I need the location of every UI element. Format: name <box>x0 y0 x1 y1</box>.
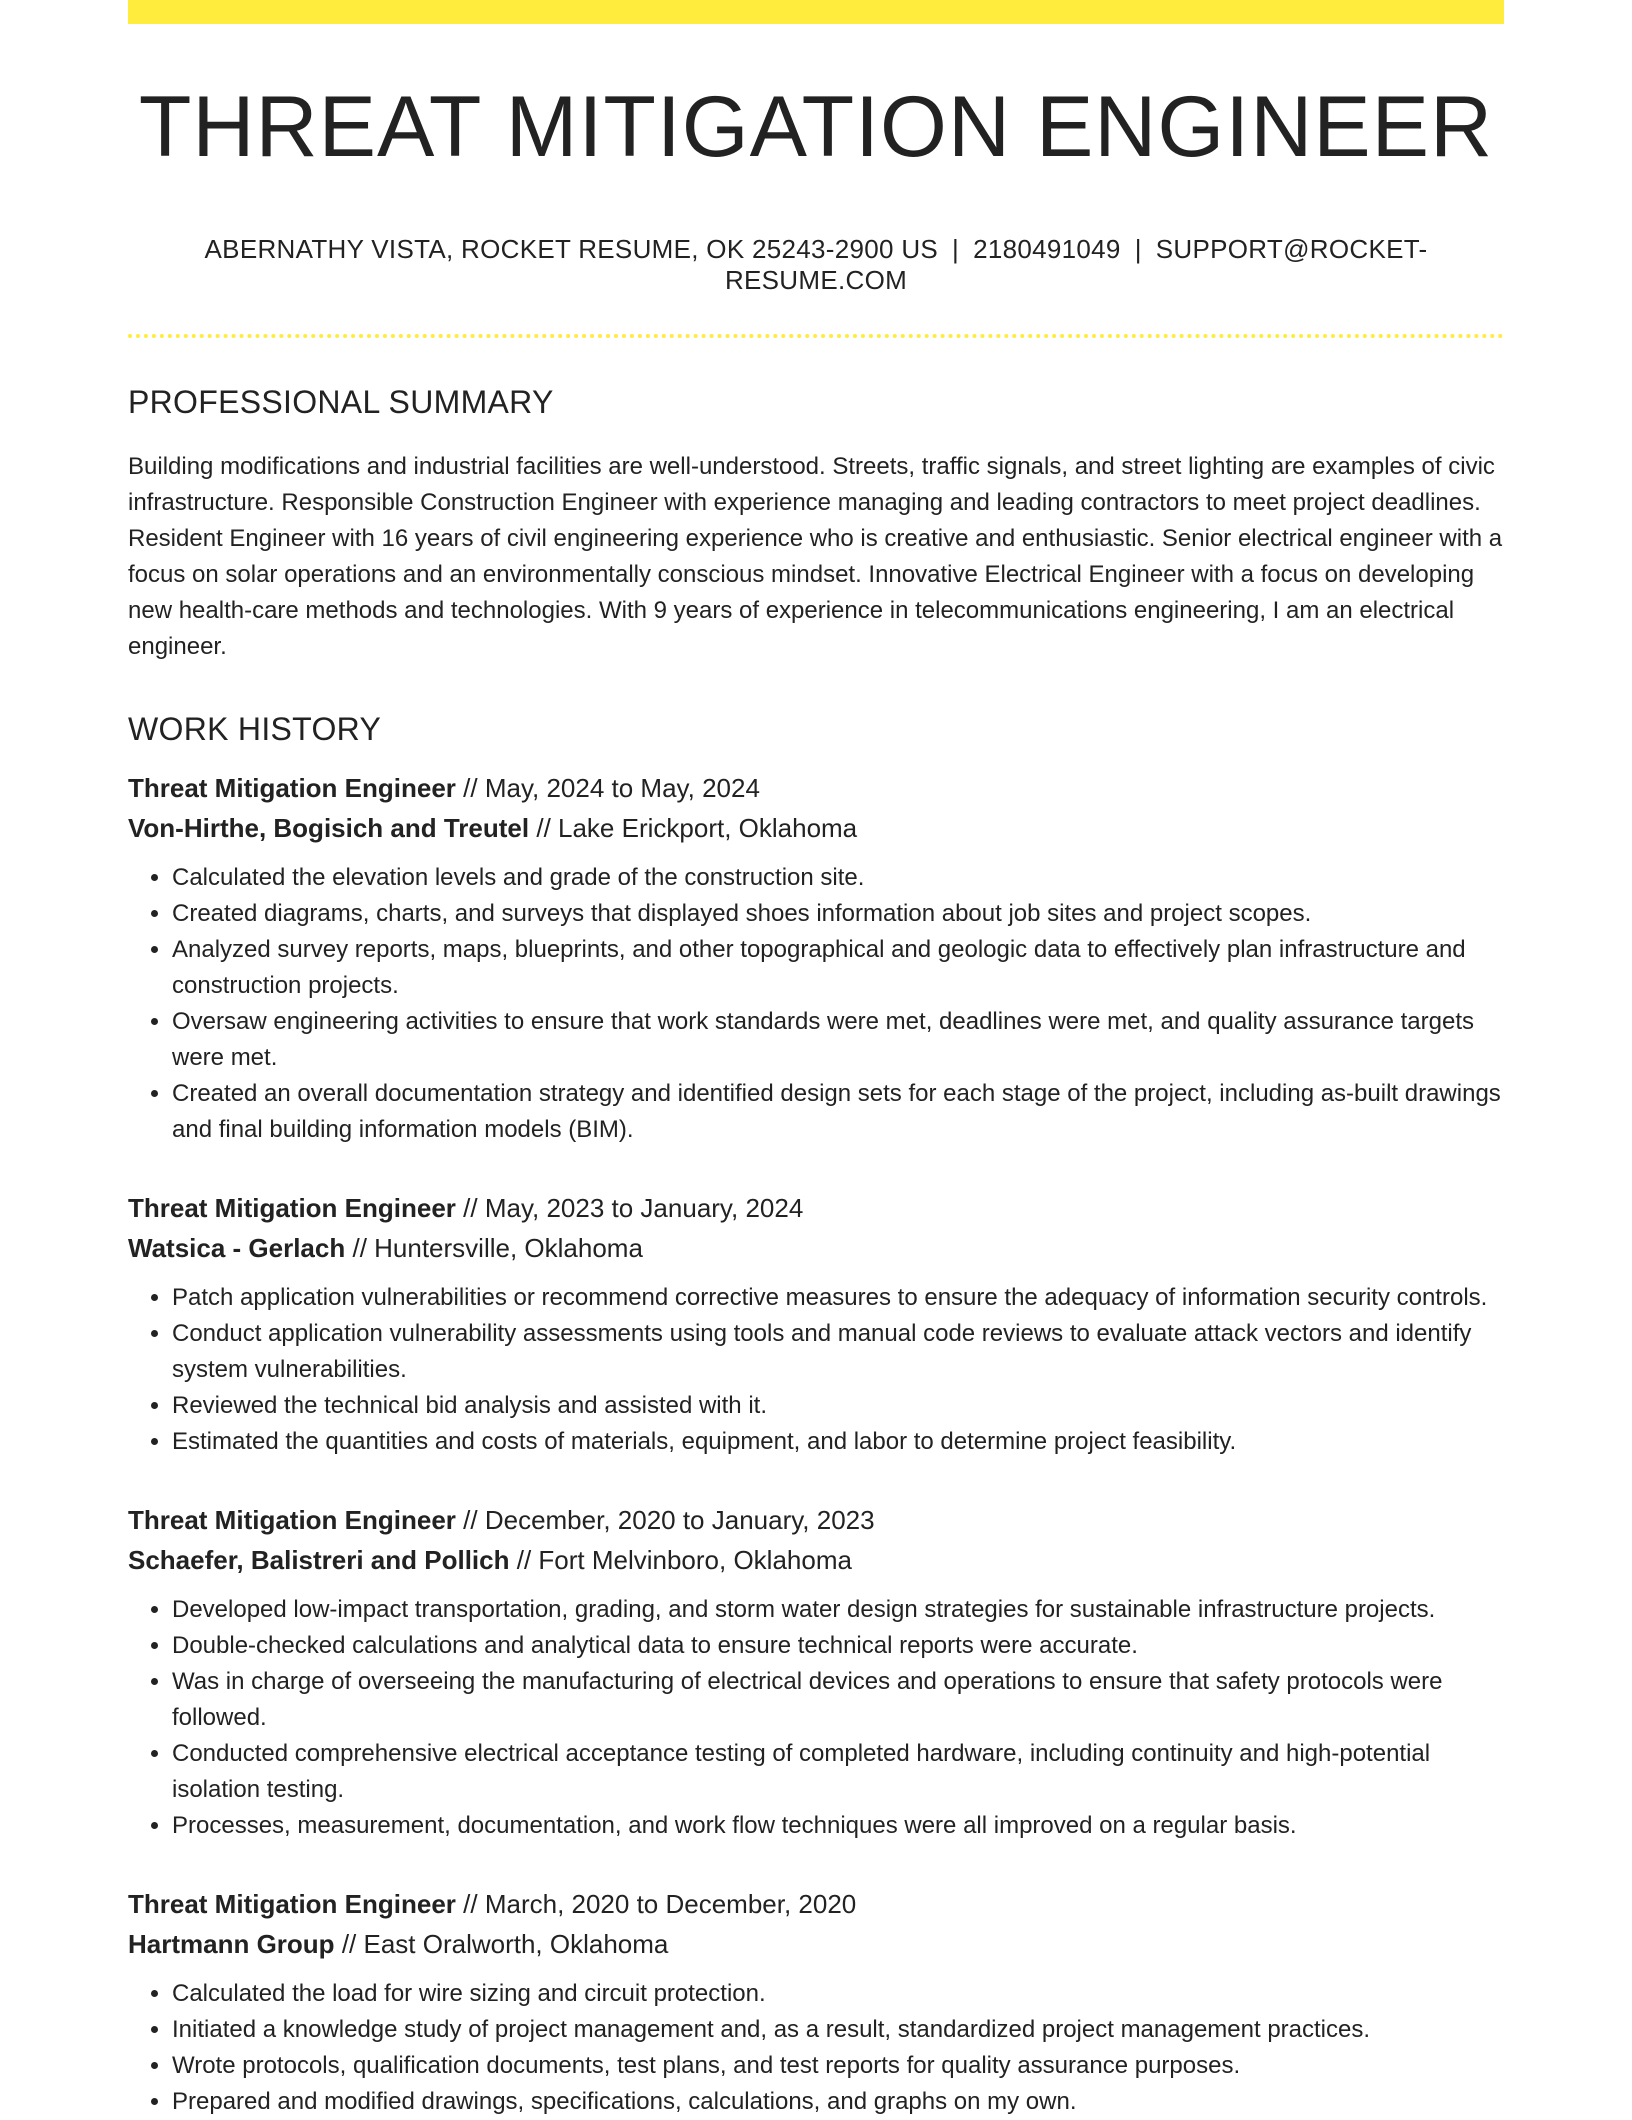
work-history-list <box>128 768 1504 2120</box>
job-bullet: • Wrote protocols, qualification documents, test plans, and test reports for quality assurance purposes. <box>172 2048 1504 2084</box>
job-bullet: • Calculated the load for wire sizing and circuit protection. <box>172 1976 1504 2012</box>
contact-line <box>128 234 1504 296</box>
job-company: Schaefer, Balistreri and Pollich <box>128 1545 510 1576</box>
contact-separator: | <box>952 234 960 265</box>
contact-phone: 2180491049 <box>973 234 1121 265</box>
job-bullets <box>128 860 1504 1148</box>
work-history-heading: WORK HISTORY <box>128 711 382 748</box>
job-entry <box>128 1500 1504 1844</box>
job-bullet: • Calculated the elevation levels and grade of the construction site. <box>172 860 1504 896</box>
job-bullet: • Prepared and modified drawings, specifications, calculations, and graphs on my own. <box>172 2084 1504 2120</box>
job-title: Threat Mitigation Engineer <box>128 773 456 804</box>
job-bullet: • Analyzed survey reports, maps, blueprints, and other topographical and geologic data to effectively plan infrastructure and construction projects. <box>172 932 1504 1004</box>
job-company-line <box>128 1228 1504 1268</box>
contact-address: ABERNATHY VISTA, ROCKET RESUME, OK 25243-2900 US <box>204 234 939 265</box>
job-bullet: • Reviewed the technical bid analysis and assisted with it. <box>172 1388 1504 1424</box>
contact-email: SUPPORT@ROCKET-RESUME.COM <box>724 234 1428 296</box>
job-bullet: • Conduct application vulnerability assessments using tools and manual code reviews to evaluate attack vectors and identify system vulnerabilities. <box>172 1316 1504 1388</box>
summary-heading: PROFESSIONAL SUMMARY <box>128 384 554 421</box>
job-title-line <box>128 1500 1504 1540</box>
job-bullet: • Created diagrams, charts, and surveys that displayed shoes information about job sites and project scopes. <box>172 896 1504 932</box>
resume-page <box>128 0 1504 2120</box>
summary-text: Building modifications and industrial facilities are well-understood. Streets, traffic signals, and street lighting are examples of civic infrastructure. Responsible Construction Engineer with experience managing and leading contractors to meet project deadlines. Resident Engineer with 16 years of civil engineering experience who is creative and enthusiastic. Senior electrical engineer with a focus on solar operations and an environmentally conscious mindset. Innovative Electrical Engineer with a focus on developing new health-care methods and technologies. With 9 years of experience in telecommunications engineering, I am an electrical engineer. <box>128 453 1503 661</box>
job-bullet: • Initiated a knowledge study of project management and, as a result, standardized project management practices. <box>172 2012 1504 2048</box>
job-bullets <box>128 1280 1504 1460</box>
job-company-line <box>128 808 1504 848</box>
dotted-divider <box>128 334 1504 338</box>
job-bullet: • Created an overall documentation strategy and identified design sets for each stage of the project, including as-built drawings and final building information models (BIM). <box>172 1076 1504 1148</box>
job-bullet: • Oversaw engineering activities to ensure that work standards were met, deadlines were met, and quality assurance targets were met. <box>172 1004 1504 1076</box>
job-bullets <box>128 1976 1504 2120</box>
job-bullet: • Conducted comprehensive electrical acceptance testing of completed hardware, including continuity and high-potential isolation testing. <box>172 1736 1504 1808</box>
resume-title: THREAT MITIGATION ENGINEER <box>138 79 1494 175</box>
job-bullet: • Processes, measurement, documentation, and work flow techniques were all improved on a regular basis. <box>172 1808 1504 1844</box>
job-bullet: • Was in charge of overseeing the manufacturing of electrical devices and operations to ensure that safety protocols were followed. <box>172 1664 1504 1736</box>
job-title-line <box>128 1188 1504 1228</box>
job-location: // Fort Melvinboro, Oklahoma <box>516 1545 852 1576</box>
job-company: Hartmann Group <box>128 1929 335 1960</box>
job-dates: // March, 2020 to December, 2020 <box>463 1889 857 1920</box>
job-location: // East Oralworth, Oklahoma <box>341 1929 669 1960</box>
job-entry <box>128 1884 1504 2120</box>
job-title-line <box>128 768 1504 808</box>
job-location: // Lake Erickport, Oklahoma <box>536 813 858 844</box>
job-bullet: • Patch application vulnerabilities or recommend corrective measures to ensure the adequacy of information security controls. <box>172 1280 1504 1316</box>
job-bullets <box>128 1592 1504 1844</box>
job-bullet: • Developed low-impact transportation, grading, and storm water design strategies for sustainable infrastructure projects. <box>172 1592 1504 1628</box>
job-company-line <box>128 1924 1504 1964</box>
job-bullet: • Estimated the quantities and costs of materials, equipment, and labor to determine project feasibility. <box>172 1424 1504 1460</box>
job-title: Threat Mitigation Engineer <box>128 1889 456 1920</box>
job-company-line <box>128 1540 1504 1580</box>
job-title: Threat Mitigation Engineer <box>128 1193 456 1224</box>
contact-separator: | <box>1134 234 1142 265</box>
job-dates: // May, 2023 to January, 2024 <box>463 1193 804 1224</box>
job-company: Von-Hirthe, Bogisich and Treutel <box>128 813 530 844</box>
job-location: // Huntersville, Oklahoma <box>352 1233 643 1264</box>
top-accent-bar <box>128 0 1504 24</box>
job-dates: // December, 2020 to January, 2023 <box>463 1505 875 1536</box>
job-dates: // May, 2024 to May, 2024 <box>463 773 760 804</box>
job-company: Watsica - Gerlach <box>128 1233 346 1264</box>
job-title-line <box>128 1884 1504 1924</box>
job-entry <box>128 768 1504 1148</box>
job-entry <box>128 1188 1504 1460</box>
job-bullet: • Double-checked calculations and analytical data to ensure technical reports were accurate. <box>172 1628 1504 1664</box>
job-title: Threat Mitigation Engineer <box>128 1505 456 1536</box>
